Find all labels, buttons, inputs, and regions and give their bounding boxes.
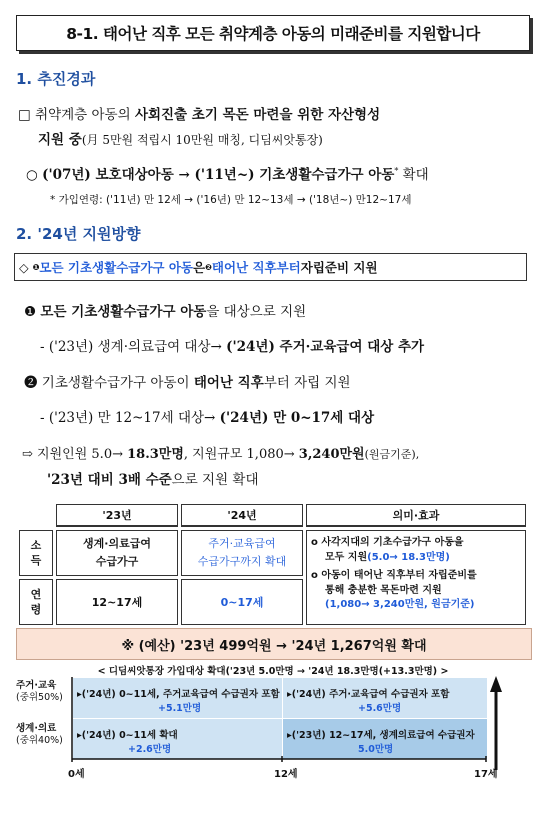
table-corner <box>19 504 53 527</box>
goal-num2: ❷ <box>205 262 212 272</box>
up-arrow-icon <box>490 676 502 692</box>
item1-tail: 을 대상으로 지원 <box>206 304 307 320</box>
col-header-23: '23년 <box>56 504 178 527</box>
result-line1 <box>22 443 419 462</box>
cell-effects <box>306 530 526 625</box>
arrow-pre: 지원인원 5.0→ <box>37 447 128 462</box>
goal-point1: 모든 기초생활수급가구 아동 <box>39 260 194 275</box>
item1-sub-bold: ('24년) 주거·교육급여 대상 추가 <box>226 339 425 355</box>
goal-point2: 태어난 직후부터 <box>211 260 301 275</box>
cell-age-23: 12~17세 <box>56 579 178 625</box>
diagram-header: < 디딤씨앗통장 가입대상 확대('23년 5.0만명 → '24년 18.3만명(+13.3만명) > <box>97 666 449 677</box>
x-label-0: 0세 <box>68 769 85 780</box>
c2-b: +5.6만명 <box>358 703 402 714</box>
col-header-effect: 의미·효과 <box>306 504 526 527</box>
arrow-l2-bold: '23년 대비 3배 수준 <box>47 472 172 488</box>
enrollment-diagram <box>16 660 530 790</box>
bullet2-bold: ('07년) 보호대상아동 → ('11년~) 기초생활수급가구 아동 <box>42 167 395 183</box>
item2-sub-pre: - ('23년) 만 12~17세 대상→ <box>40 410 220 426</box>
col-header-24: '24년 <box>181 504 303 527</box>
row2-label-sub: (중위40%) <box>16 735 63 746</box>
page-title-text: 8-1. 태어난 직후 모든 취약계층 아동의 미래준비를 지원합니다 <box>66 25 480 43</box>
section-2-title: 2. '24년 지원방향 <box>16 225 141 243</box>
arrow-note: (원금기준), <box>364 448 420 461</box>
sec1-bullet2-note: * 가입연령: ('11년) 만 12세 → ('16년) 만 12~13세 → ('18년~) 만12~17세 <box>50 194 412 206</box>
item1-num: ❶ <box>24 304 37 320</box>
row1-label-sub: (중위50%) <box>16 692 63 703</box>
square-bullet-icon: □ <box>18 107 31 123</box>
diamond-icon: ◇ <box>19 259 29 275</box>
item2-num: ❷ <box>24 375 38 391</box>
c1-a: ▸('24년) 0~11세, 주거교육급여 수급권자 포함 <box>77 689 280 700</box>
income-24-line2: 수급가구까지 확대 <box>197 555 287 568</box>
item2-tail: 부터 자립 지원 <box>263 375 351 391</box>
goal-num1: ❶ <box>32 262 40 272</box>
c4-a: ▸('23년) 12~17세, 생계의료급여 수급권자 <box>287 730 475 741</box>
item1-bold: 모든 기초생활수급가구 아동 <box>40 304 207 320</box>
c3-a: ▸('24년) 0~11세 확대 <box>77 730 178 741</box>
comparison-table <box>16 501 529 628</box>
c4-b: 5.0만명 <box>358 744 394 755</box>
arrow-mid: , 지원규모 1,080→ <box>183 447 299 462</box>
x-label-17: 17세 <box>474 769 498 780</box>
item2-bold: 태어난 직후 <box>193 375 264 391</box>
row-label-age: 연 령 <box>19 579 53 625</box>
c1-b: +5.1만명 <box>158 703 202 714</box>
row1-label-main: 주거·교육 <box>16 680 57 691</box>
eff1-c: (5.0→ 18.3만명) <box>367 551 450 563</box>
eff2-a: o 아동이 태어난 직후부터 자립준비를 <box>311 570 477 581</box>
item1-sub <box>40 335 424 355</box>
bullet2-star: * <box>394 166 399 176</box>
item1-sub-pre: - ('23년) 생계·의료급여 대상→ <box>40 339 227 355</box>
bullet1-bold2: 지원 중 <box>38 132 82 148</box>
income-23-line1: 생계·의료급여 <box>83 537 151 550</box>
cell-age-24: 0~17세 <box>181 579 303 625</box>
bullet1-note: (月 5만원 적립시 10만원 매칭, 디딤씨앗통장) <box>81 133 323 147</box>
circle-bullet-icon: ○ <box>26 167 38 183</box>
income-23-line2: 수급가구 <box>95 555 139 568</box>
bullet1-bold: 사회진출 초기 목돈 마련을 위한 자산형성 <box>134 107 381 123</box>
result-line2 <box>47 468 259 488</box>
sec1-bullet1-line2 <box>38 128 323 148</box>
item2-sub-bold: ('24년) 만 0~17세 대상 <box>219 410 375 426</box>
budget-banner <box>16 628 532 660</box>
cell-income-24 <box>181 530 303 576</box>
item2-pre: 기초생활수급가구 아동이 <box>41 375 194 391</box>
budget-text: ※ (예산) '23년 499억원 → '24년 1,267억원 확대 <box>121 638 427 654</box>
cell-income-23 <box>56 530 178 576</box>
eff2-b: 통해 충분한 목돈마련 지원 <box>325 584 442 596</box>
row2-label-main: 생계·의료 <box>16 723 57 734</box>
arrow-b1: 18.3만명 <box>127 447 184 462</box>
arrow-l2-tail: 으로 지원 확대 <box>171 472 259 488</box>
eff1-a: o 사각지대의 기초수급가구 아동을 <box>311 537 464 548</box>
bullet1-pre: 취약계층 아동의 <box>35 107 135 123</box>
goal-mid: 은 <box>193 260 206 275</box>
page-title <box>16 15 530 51</box>
eff2-c: (1,080→ 3,240만원, 원금기준) <box>325 599 475 610</box>
income-24-line1: 주거·교육급여 <box>208 537 276 550</box>
c3-b: +2.6만명 <box>128 744 172 755</box>
item2 <box>24 371 351 391</box>
x-label-12: 12세 <box>274 769 298 780</box>
item2-sub <box>40 406 374 426</box>
section-1-title: 1. 추진경과 <box>16 70 96 88</box>
row-label-income: 소 득 <box>19 530 53 576</box>
sec1-bullet2 <box>26 163 429 183</box>
diagram-axes <box>16 660 530 790</box>
goal-box <box>14 253 527 281</box>
goal-tail: 자립준비 지원 <box>300 260 378 275</box>
bullet2-tail: 확대 <box>398 167 429 183</box>
eff1-b: 모두 지원 <box>325 551 368 563</box>
sec1-bullet1-line1 <box>18 103 380 123</box>
c2-a: ▸('24년) 주거·교육급여 수급권자 포함 <box>287 689 450 700</box>
item1 <box>24 300 306 320</box>
right-arrow-icon: ⇨ <box>22 447 33 462</box>
arrow-b2: 3,240만원 <box>298 447 365 462</box>
